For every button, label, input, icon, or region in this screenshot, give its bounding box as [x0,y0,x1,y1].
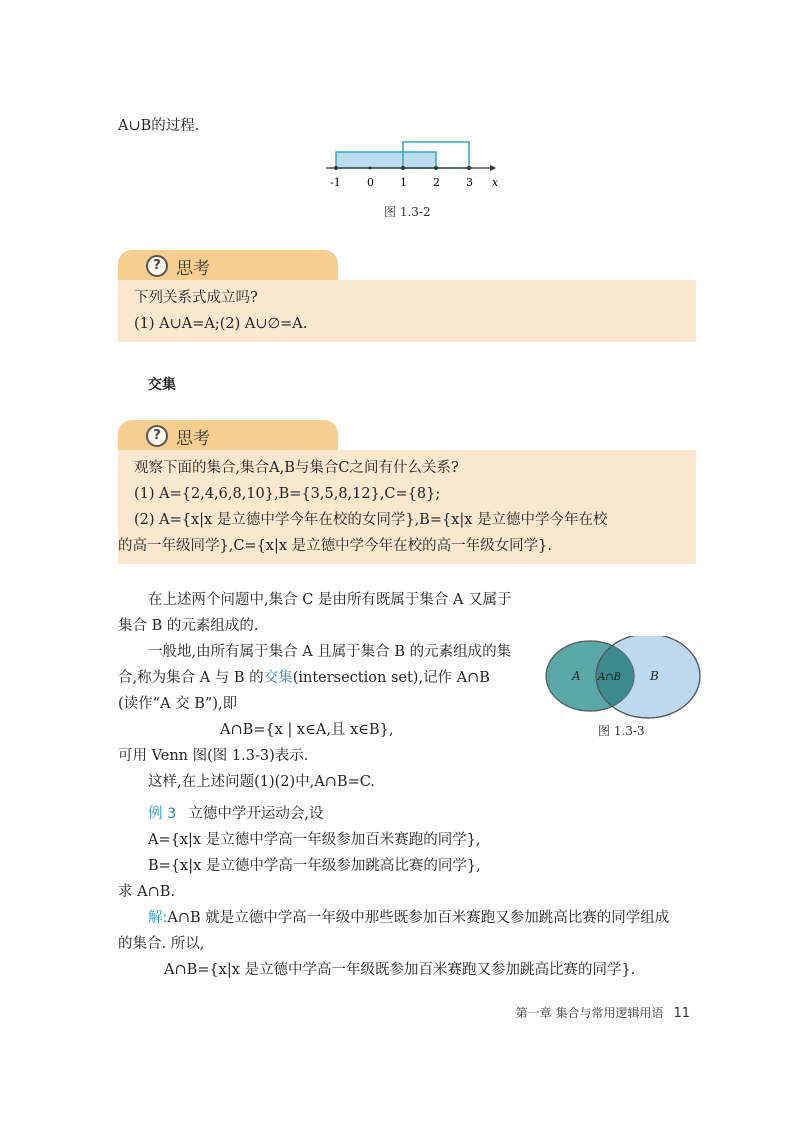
solution-line [148,908,669,928]
think-box-2-title: 思考 [176,429,210,449]
think-box-1-tab [118,250,338,280]
venn-label-b: B [650,669,659,683]
example-set-b: B={x|x 是立德中学高一年级参加跳高比赛的同学}, [148,858,481,874]
solution-line: 的集合. 所以, [118,936,205,952]
tick-point [334,166,338,170]
definition-line: 一般地,由所有属于集合 A 且属于集合 B 的元素组成的集 [148,644,512,660]
definition-text: (intersection set),记作 A∩B [292,670,490,686]
tick-label: 0 [367,176,374,189]
think-box-2-line: 的高一年级同学},C={x|x 是立德中学今年在校的高一年级女同学}. [118,538,552,554]
venn-label-ab: A∩B [598,672,621,683]
chapter-title: 第一章 集合与常用逻辑用语 [515,1006,664,1020]
example-3-label: 例 3 [148,806,177,822]
paragraph-1-line: 集合 B 的元素组成的. [118,618,259,634]
definition-line: 这样,在上述问题(1)(2)中,A∩B=C. [148,774,375,790]
think-box-2-line: (1) A={2,4,6,8,10},B={3,5,8,12},C={8}; [134,486,441,502]
think-box-2-line: 观察下面的集合,集合A,B与集合C之间有什么关系? [134,460,459,476]
venn-diagram [542,636,702,722]
page-footer [516,1004,690,1021]
axis-label: x [492,176,499,189]
think-box-2-line: (2) A={x|x 是立德中学今年在校的女同学},B={x|x 是立德中学今年在校 [134,512,608,528]
tick-point [401,166,405,170]
solution-label: 解: [148,910,168,926]
figure-caption-1-3-3: 图 1.3-3 [598,724,645,738]
set-a-interval [336,152,436,168]
tick-point [369,167,372,170]
intersection-term: 交集 [263,670,293,686]
example-set-a: A={x|x 是立德中学高一年级参加百米赛跑的同学}, [148,832,481,848]
example-3-text: 立德中学开运动会,设 [188,806,324,822]
question-icon: ? [146,425,168,447]
example-3-header [148,804,323,824]
think-box-2-tab [118,420,338,450]
intersection-formula: A∩B={x | x∈A,且 x∈B}, [220,722,394,738]
solution-text: A∩B 就是立德中学高一年级中那些既参加百米赛跑又参加跳高比赛的同学组成 [167,910,670,926]
axis-arrow [490,165,496,171]
section-heading: 交集 [148,377,176,393]
think-box-1-line: (1) A∪A=A;(2) A∪∅=A. [134,316,308,332]
venn-label-a: A [572,669,581,683]
number-line-figure [320,138,510,192]
page-number: 11 [673,1006,690,1021]
think-box-1 [118,280,696,342]
tick-point [467,166,471,170]
question-icon: ? [146,255,168,277]
solution-result: A∩B={x|x 是立德中学高一年级既参加百米赛跑又参加跳高比赛的同学}. [164,962,636,978]
definition-text: 合,称为集合 A 与 B 的 [118,670,264,686]
example-question: 求 A∩B. [118,884,175,900]
definition-line [118,668,490,688]
figure-caption-1-3-2: 图 1.3-2 [384,205,431,219]
tick-label: 2 [433,176,440,189]
tick-label: -1 [330,176,341,189]
tick-label: 1 [400,176,407,189]
definition-line: (读作“A 交 B”),即 [118,696,238,712]
think-box-1-line: 下列关系式成立吗? [134,290,258,306]
definition-line: 可用 Venn 图(图 1.3-3)表示. [118,748,309,764]
think-box-2 [118,450,696,564]
tick-point [434,166,438,170]
think-box-1-title: 思考 [176,259,210,279]
tick-label: 3 [466,176,473,189]
intro-line: A∪B的过程. [118,118,200,134]
paragraph-1-line: 在上述两个问题中,集合 C 是由所有既属于集合 A 又属于 [148,592,512,608]
